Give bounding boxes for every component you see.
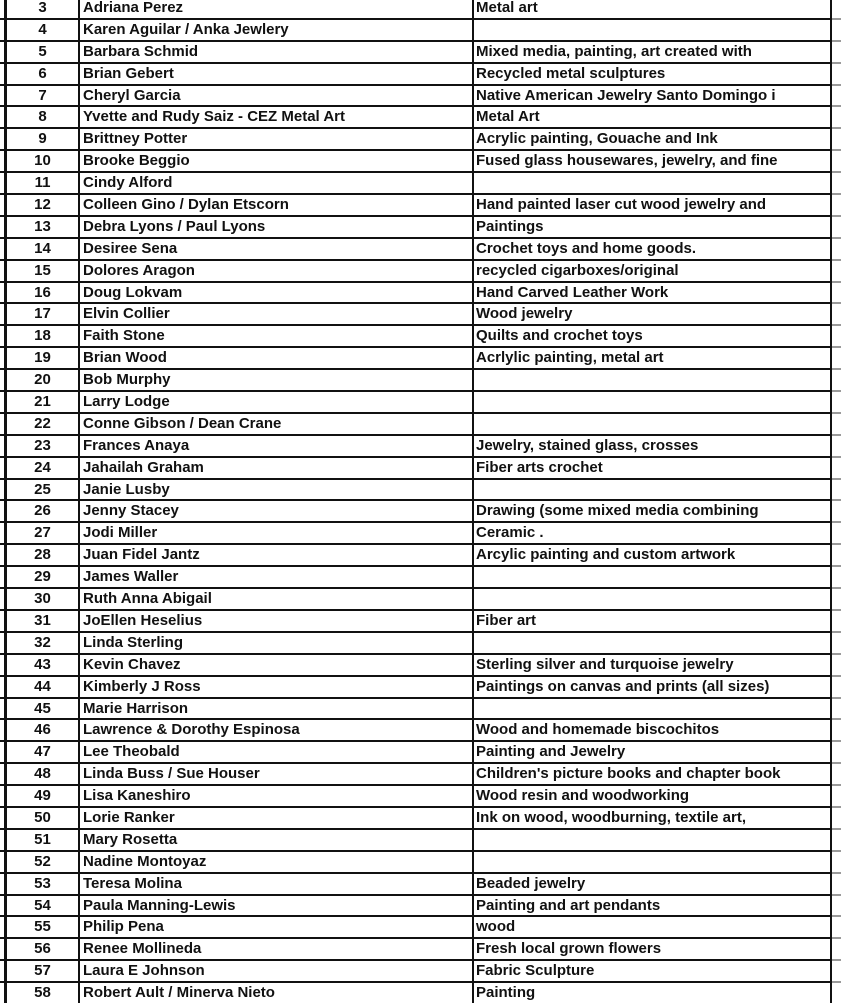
row-number-cell[interactable]: 31 [4, 611, 80, 631]
vendor-name-cell[interactable]: Jahailah Graham [80, 458, 474, 478]
art-description-cell[interactable]: Acrlylic painting, metal art [474, 348, 832, 368]
vendor-name-cell[interactable]: Janie Lusby [80, 480, 474, 500]
art-description-cell[interactable] [474, 414, 832, 434]
vendor-name-cell[interactable]: Cheryl Garcia [80, 86, 474, 106]
art-description-cell[interactable]: Ceramic . [474, 523, 832, 543]
vendor-name-cell[interactable]: Linda Buss / Sue Houser [80, 764, 474, 784]
row-number-cell[interactable]: 51 [4, 830, 80, 850]
row-number-cell[interactable]: 18 [4, 326, 80, 346]
row-number-cell[interactable]: 7 [4, 86, 80, 106]
vendor-name-cell[interactable]: Lee Theobald [80, 742, 474, 762]
art-description-cell[interactable]: Fused glass housewares, jewelry, and fine [474, 151, 832, 171]
row-number-cell[interactable]: 21 [4, 392, 80, 412]
row-number-cell[interactable]: 52 [4, 852, 80, 872]
table-row [0, 281, 841, 303]
row-number-cell[interactable]: 20 [4, 370, 80, 390]
table-row [0, 894, 841, 916]
row-number-cell[interactable]: 43 [4, 655, 80, 675]
table-row [0, 937, 841, 959]
art-description-cell[interactable] [474, 370, 832, 390]
art-description-cell[interactable]: Fiber art [474, 611, 832, 631]
table-row [0, 587, 841, 609]
table-row [0, 62, 841, 84]
row-number-cell[interactable]: 25 [4, 480, 80, 500]
vendor-name-cell[interactable]: Teresa Molina [80, 874, 474, 894]
art-description-cell[interactable]: Children's picture books and chapter book [474, 764, 832, 784]
row-number-cell[interactable]: 17 [4, 304, 80, 324]
table-row [0, 565, 841, 587]
vendor-name-cell[interactable]: JoEllen Heselius [80, 611, 474, 631]
row-number-cell[interactable]: 6 [4, 64, 80, 84]
table-row [0, 784, 841, 806]
art-description-cell[interactable]: Painting and art pendants [474, 896, 832, 916]
vendor-name-cell[interactable]: Brian Gebert [80, 64, 474, 84]
row-number-cell[interactable]: 14 [4, 239, 80, 259]
table-row [0, 324, 841, 346]
vendor-name-cell[interactable]: Jenny Stacey [80, 501, 474, 521]
row-number-cell[interactable]: 49 [4, 786, 80, 806]
table-row [0, 478, 841, 500]
art-description-cell[interactable] [474, 567, 832, 587]
art-description-cell[interactable] [474, 852, 832, 872]
art-description-cell[interactable]: Mixed media, painting, art created with [474, 42, 832, 62]
art-description-cell[interactable]: Quilts and crochet toys [474, 326, 832, 346]
row-number-cell[interactable]: 44 [4, 677, 80, 697]
row-number-cell[interactable]: 11 [4, 173, 80, 193]
table-row [0, 346, 841, 368]
table-row [0, 0, 841, 18]
vendor-name-cell[interactable]: Elvin Collier [80, 304, 474, 324]
art-description-cell[interactable] [474, 20, 832, 40]
row-number-cell[interactable]: 13 [4, 217, 80, 237]
art-description-cell[interactable]: Metal Art [474, 107, 832, 127]
table-row [0, 149, 841, 171]
table-row [0, 84, 841, 106]
table-row [0, 631, 841, 653]
art-description-cell[interactable]: Drawing (some mixed media combining [474, 501, 832, 521]
table-row [0, 18, 841, 40]
row-number-cell[interactable]: 16 [4, 283, 80, 303]
vendor-name-cell[interactable]: Debra Lyons / Paul Lyons [80, 217, 474, 237]
row-number-cell[interactable]: 32 [4, 633, 80, 653]
art-description-cell[interactable]: Paintings [474, 217, 832, 237]
vendor-name-cell[interactable]: Linda Sterling [80, 633, 474, 653]
row-number-cell[interactable]: 45 [4, 699, 80, 719]
vendor-name-cell[interactable]: Adriana Perez [80, 0, 474, 18]
row-number-cell[interactable]: 9 [4, 129, 80, 149]
art-description-cell[interactable]: recycled cigarboxes/original [474, 261, 832, 281]
vendor-name-cell[interactable]: Lorie Ranker [80, 808, 474, 828]
table-row [0, 456, 841, 478]
vendor-name-cell[interactable]: Doug Lokvam [80, 283, 474, 303]
vendor-name-cell[interactable]: Laura E Johnson [80, 961, 474, 981]
row-number-cell[interactable]: 55 [4, 917, 80, 937]
art-description-cell[interactable] [474, 830, 832, 850]
row-number-cell[interactable]: 26 [4, 501, 80, 521]
vendor-name-cell[interactable]: Lawrence & Dorothy Espinosa [80, 720, 474, 740]
vendor-name-cell[interactable]: Marie Harrison [80, 699, 474, 719]
art-description-cell[interactable]: Acrylic painting, Gouache and Ink [474, 129, 832, 149]
vendor-name-cell[interactable]: Faith Stone [80, 326, 474, 346]
art-description-cell[interactable]: Jewelry, stained glass, crosses [474, 436, 832, 456]
row-number-cell[interactable]: 23 [4, 436, 80, 456]
vendor-name-cell[interactable]: James Waller [80, 567, 474, 587]
vendor-name-cell[interactable]: Paula Manning-Lewis [80, 896, 474, 916]
vendor-name-cell[interactable]: Conne Gibson / Dean Crane [80, 414, 474, 434]
vendor-name-cell[interactable]: Colleen Gino / Dylan Etscorn [80, 195, 474, 215]
row-number-cell[interactable]: 12 [4, 195, 80, 215]
table-row [0, 653, 841, 675]
vendor-name-cell[interactable]: Barbara Schmid [80, 42, 474, 62]
table-row [0, 127, 841, 149]
row-number-cell[interactable]: 57 [4, 961, 80, 981]
art-description-cell[interactable]: Wood resin and woodworking [474, 786, 832, 806]
table-row [0, 434, 841, 456]
art-description-cell[interactable]: Wood and homemade biscochitos [474, 720, 832, 740]
table-row [0, 828, 841, 850]
row-number-cell[interactable]: 3 [4, 0, 80, 18]
vendor-name-cell[interactable]: Brittney Potter [80, 129, 474, 149]
table-row [0, 40, 841, 62]
row-number-cell[interactable]: 10 [4, 151, 80, 171]
table-row [0, 762, 841, 784]
art-description-cell[interactable] [474, 589, 832, 609]
vendor-name-cell[interactable]: Robert Ault / Minerva Nieto [80, 983, 474, 1003]
table-row [0, 412, 841, 434]
art-description-cell[interactable]: Metal art [474, 0, 832, 18]
table-row [0, 193, 841, 215]
vendor-name-cell[interactable]: Juan Fidel Jantz [80, 545, 474, 565]
table-row [0, 499, 841, 521]
table-row [0, 806, 841, 828]
row-number-cell[interactable]: 30 [4, 589, 80, 609]
art-description-cell[interactable] [474, 699, 832, 719]
art-description-cell[interactable]: Painting and Jewelry [474, 742, 832, 762]
table-row [0, 697, 841, 719]
table-row [0, 740, 841, 762]
vendor-name-cell[interactable]: Jodi Miller [80, 523, 474, 543]
table-row [0, 718, 841, 740]
art-description-cell[interactable]: Hand painted laser cut wood jewelry and [474, 195, 832, 215]
table-row [0, 609, 841, 631]
row-number-cell[interactable]: 27 [4, 523, 80, 543]
vendor-name-cell[interactable]: Karen Aguilar / Anka Jewlery [80, 20, 474, 40]
row-number-cell[interactable]: 50 [4, 808, 80, 828]
art-description-cell[interactable]: Native American Jewelry Santo Domingo i [474, 86, 832, 106]
vendor-name-cell[interactable]: Brooke Beggio [80, 151, 474, 171]
table-row [0, 543, 841, 565]
art-description-cell[interactable]: Painting [474, 983, 832, 1003]
art-description-cell[interactable] [474, 633, 832, 653]
row-number-cell[interactable]: 56 [4, 939, 80, 959]
row-number-cell[interactable]: 46 [4, 720, 80, 740]
art-description-cell[interactable]: Fresh local grown flowers [474, 939, 832, 959]
row-number-cell[interactable]: 53 [4, 874, 80, 894]
vendor-name-cell[interactable]: Philip Pena [80, 917, 474, 937]
art-description-cell[interactable]: Sterling silver and turquoise jewelry [474, 655, 832, 675]
art-description-cell[interactable]: Crochet toys and home goods. [474, 239, 832, 259]
row-number-cell[interactable]: 15 [4, 261, 80, 281]
table-row [0, 959, 841, 981]
vendor-name-cell[interactable]: Bob Murphy [80, 370, 474, 390]
row-number-cell[interactable]: 4 [4, 20, 80, 40]
table-row [0, 237, 841, 259]
table-row [0, 675, 841, 697]
vendor-name-cell[interactable]: Frances Anaya [80, 436, 474, 456]
row-number-cell[interactable]: 28 [4, 545, 80, 565]
art-description-cell[interactable]: wood [474, 917, 832, 937]
art-description-cell[interactable]: Ink on wood, woodburning, textile art, [474, 808, 832, 828]
art-description-cell[interactable] [474, 173, 832, 193]
art-description-cell[interactable] [474, 392, 832, 412]
row-number-cell[interactable]: 54 [4, 896, 80, 916]
table-row [0, 915, 841, 937]
row-number-cell[interactable]: 22 [4, 414, 80, 434]
vendor-name-cell[interactable]: Kimberly J Ross [80, 677, 474, 697]
table-row [0, 215, 841, 237]
table-row [0, 390, 841, 412]
table-row [0, 850, 841, 872]
art-description-cell[interactable]: Wood jewelry [474, 304, 832, 324]
vendor-name-cell[interactable]: Ruth Anna Abigail [80, 589, 474, 609]
vendor-name-cell[interactable]: Brian Wood [80, 348, 474, 368]
vendor-name-cell[interactable]: Cindy Alford [80, 173, 474, 193]
table-row [0, 368, 841, 390]
vendor-name-cell[interactable]: Dolores Aragon [80, 261, 474, 281]
row-number-cell[interactable]: 5 [4, 42, 80, 62]
art-description-cell[interactable]: Fabric Sculpture [474, 961, 832, 981]
vendor-name-cell[interactable]: Nadine Montoyaz [80, 852, 474, 872]
art-description-cell[interactable]: Hand Carved Leather Work [474, 283, 832, 303]
row-number-cell[interactable]: 24 [4, 458, 80, 478]
table-row [0, 872, 841, 894]
art-description-cell[interactable]: Paintings on canvas and prints (all sizes) [474, 677, 832, 697]
row-number-cell[interactable]: 8 [4, 107, 80, 127]
vendor-name-cell[interactable]: Larry Lodge [80, 392, 474, 412]
row-number-cell[interactable]: 29 [4, 567, 80, 587]
vendor-name-cell[interactable]: Desiree Sena [80, 239, 474, 259]
art-description-cell[interactable]: Beaded jewelry [474, 874, 832, 894]
art-description-cell[interactable]: Arcylic painting and custom artwork [474, 545, 832, 565]
table-row [0, 171, 841, 193]
vendor-name-cell[interactable]: Renee Mollineda [80, 939, 474, 959]
vendor-name-cell[interactable]: Kevin Chavez [80, 655, 474, 675]
table-row [0, 259, 841, 281]
row-number-cell[interactable]: 58 [4, 983, 80, 1003]
vendor-name-cell[interactable]: Mary Rosetta [80, 830, 474, 850]
table-row [0, 105, 841, 127]
vendor-name-cell[interactable]: Yvette and Rudy Saiz - CEZ Metal Art [80, 107, 474, 127]
vendor-name-cell[interactable]: Lisa Kaneshiro [80, 786, 474, 806]
row-number-cell[interactable]: 47 [4, 742, 80, 762]
row-number-cell[interactable]: 19 [4, 348, 80, 368]
art-description-cell[interactable]: Recycled metal sculptures [474, 64, 832, 84]
table-row [0, 521, 841, 543]
art-description-cell[interactable] [474, 480, 832, 500]
art-description-cell[interactable]: Fiber arts crochet [474, 458, 832, 478]
table-row [0, 302, 841, 324]
row-number-cell[interactable]: 48 [4, 764, 80, 784]
